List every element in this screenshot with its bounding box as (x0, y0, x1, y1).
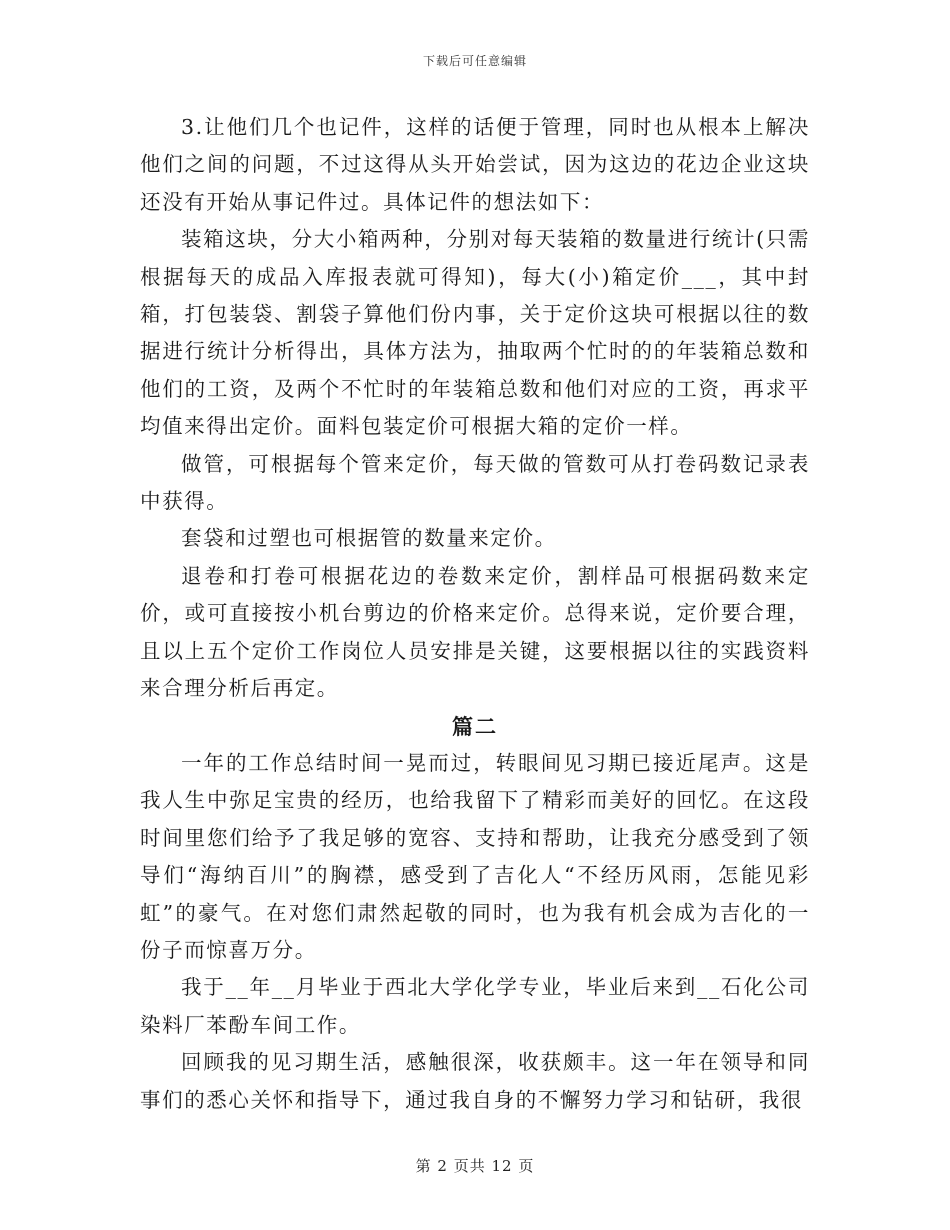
document-body (140, 109, 810, 1119)
paragraph: 做管，可根据每个管来定价，每天做的管数可从打卷码数记录表中获得。 (140, 451, 810, 514)
page-number: 第 2 页共 12 页 (415, 1157, 535, 1175)
paragraph: 3.让他们几个也记件，这样的话便于管理，同时也从根本上解决他们之间的问题，不过这得从头开始尝试，因为这边的花边企业这块还没有开始从事记件过。具体记件的想法如下： (140, 115, 810, 214)
page-header: 下载后可任意编辑 (422, 54, 527, 68)
paragraph: 套袋和过塑也可根据管的数量来定价。 (181, 526, 557, 551)
paragraph: 我于__年__月毕业于西北大学化学专业，毕业后来到__石化公司染料厂苯酚车间工作。 (140, 975, 810, 1037)
paragraph: 装箱这块，分大小箱两种，分别对每天装箱的数量进行统计(只需根据每天的成品入库报表就可得知)，每大(小)箱定价___，其中封箱，打包装袋、割袋子算他们份内事，关于定价这块可根据以往的数据进行统计分析得出，具体方法为，抽取两个忙时的的年装箱总数和他们的工资，及两个不忙时的年装箱总数和他们对应的工资，再求平均值来得出定价。面料包装定价可根据大箱的定价一样。 (140, 227, 810, 439)
section-title: 篇二 (452, 713, 498, 739)
paragraph: 退卷和打卷可根据花边的卷数来定价，割样品可根据码数来定价，或可直接按小机台剪边的价格来定价。总得来说，定价要合理，且以上五个定价工作岗位人员安排是关键，这要根据以往的实践资料来合理分析后再定。 (140, 563, 810, 701)
paragraph: 回顾我的见习期生活，感触很深，收获颇丰。这一年在领导和同事们的悉心关怀和指导下，通过我自身的不懈努力学习和钻研，我很 (140, 1050, 810, 1112)
paragraph: 一年的工作总结时间一晃而过，转眼间见习期已接近尾声。这是我人生中弥足宝贵的经历，也给我留下了精彩而美好的回忆。在这段时间里您们给予了我足够的宽容、支持和帮助，让我充分感受到了领导们“海纳百川”的胸襟，感受到了吉化人“不经历风雨，怎能见彩虹”的豪气。在对您们肃然起敬的同时，也为我有机会成为吉化的一份子而惊喜万分。 (140, 750, 810, 962)
